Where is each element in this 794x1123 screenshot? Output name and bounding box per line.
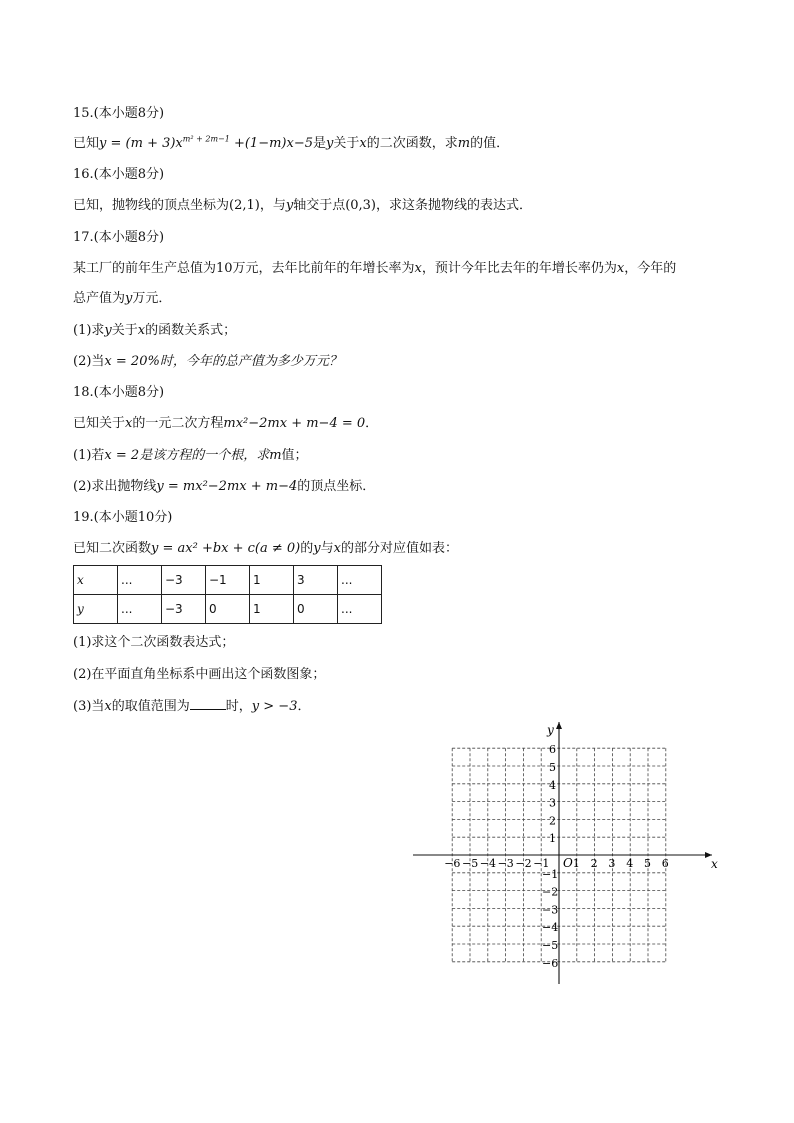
q19-part1: (1)求这个二次函数表达式； — [73, 635, 235, 650]
table-cell: −3 — [162, 595, 206, 624]
q19-stem: 已知二次函数y = ax² +bx + c(a ≠ 0)的y与x的部分对应值如表： — [73, 541, 458, 556]
q18-part1: (1)若x = 2是该方程的一个根，求m值； — [73, 448, 308, 463]
q15-header: 15.(本小题8分) — [73, 106, 165, 121]
y-tick-label: 4 — [549, 778, 556, 792]
x-tick-label: −6 — [444, 857, 461, 870]
x-tick-label: 5 — [644, 857, 651, 870]
x-tick-label: 2 — [590, 857, 598, 870]
q18-stem: 已知关于x的一元二次方程mx²−2mx + m−4 = 0． — [73, 416, 379, 431]
q16-stem: 已知，抛物线的顶点坐标为(2,1)，与y轴交于点(0,3)，求这条抛物线的表达式． — [73, 198, 533, 213]
q18-part2: (2)求出抛物线y = mx²−2mx + m−4的顶点坐标． — [73, 479, 376, 494]
table-cell: 1 — [250, 595, 294, 624]
y-tick-label: −3 — [542, 903, 559, 917]
q17-stem-line2: 总产值为y万元． — [73, 291, 172, 306]
x-tick-label: −3 — [497, 857, 514, 870]
q16-header: 16.(本小题8分) — [73, 167, 165, 182]
x-tick-label: −2 — [515, 857, 532, 870]
table-cell: 3 — [294, 566, 338, 595]
q19-part3: (3)当x的取值范围为 时，y > −3． — [73, 699, 311, 714]
x-axis-label: x — [711, 857, 718, 871]
x-tick-label: −4 — [479, 857, 497, 870]
x-tick-label: 6 — [661, 857, 669, 870]
q18-header: 18.(本小题8分) — [73, 385, 165, 400]
x-tick-label: −5 — [462, 857, 479, 870]
table-cell: −3 — [162, 566, 206, 595]
y-tick-label: −4 — [542, 921, 559, 935]
table-cell: 0 — [206, 595, 250, 624]
q17-header: 17.(本小题8分) — [73, 230, 165, 245]
table-cell: ... — [338, 566, 382, 595]
table-cell: ... — [118, 566, 162, 595]
origin-label: O — [563, 856, 573, 870]
y-tick-label: 2 — [549, 814, 556, 828]
y-tick-label: 1 — [549, 832, 556, 846]
y-tick-label: −2 — [542, 885, 559, 899]
q17-stem-line1: 某工厂的前年生产总值为10万元，去年比前年的年增长率为x，预计今年比去年的年增长率仍为x，今年的 — [73, 261, 677, 276]
table-cell: 1 — [250, 566, 294, 595]
y-tick-label: 3 — [549, 796, 556, 810]
table-cell: 0 — [294, 595, 338, 624]
q19-part2: (2)在平面直角坐标系中画出这个函数图象； — [73, 667, 326, 682]
q17-part2: (2)当x = 20%时，今年的总产值为多少万元？ — [73, 354, 342, 369]
x-tick-label: 1 — [572, 857, 580, 870]
q15-stem: 已知$y = (m + 3)x^{m^2 + 2m-1} +(1-m)x-5$是y关于x的二次函数，求m的值． — [73, 134, 510, 151]
y-tick-label: 6 — [549, 743, 556, 757]
q17-part1: (1)求y关于x的函数关系式； — [73, 323, 237, 338]
table-cell: ... — [338, 595, 382, 624]
table-cell: ... — [118, 595, 162, 624]
y-tick-label: 5 — [549, 761, 556, 774]
y-tick-label: −6 — [542, 956, 559, 970]
table-cell: x — [74, 566, 118, 595]
q19-header: 19.(本小题10分) — [73, 510, 173, 525]
y-tick-label: −1 — [542, 867, 559, 881]
y-tick-label: −5 — [542, 939, 559, 952]
x-tick-label: 3 — [608, 857, 616, 870]
table-cell: −1 — [206, 566, 250, 595]
y-axis-arrow — [556, 722, 562, 729]
y-axis-label: y — [547, 723, 554, 737]
table-cell: y — [74, 595, 118, 624]
x-tick-label: −1 — [533, 857, 550, 870]
x-tick-label: 4 — [626, 857, 634, 870]
